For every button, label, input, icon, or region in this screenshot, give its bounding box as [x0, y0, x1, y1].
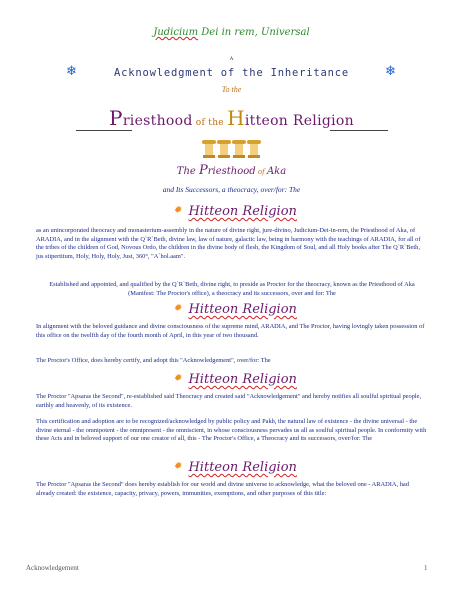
- hitteon-heading-text: Hitteon Religion: [188, 372, 297, 387]
- hitteon-heading: [0, 460, 463, 475]
- paragraph: The Proctor "Apsaras the Second", re-established said Theocracy and created said "Acknowledgement" and hereby notifies all soulful spiritual people, earthly and heavenly, of its existence.: [36, 393, 422, 409]
- sun-icon: ✹: [173, 205, 182, 216]
- religion-word: Religion: [288, 113, 354, 129]
- acknowledgment-title: Acknowledgment of the Inheritance: [113, 67, 349, 79]
- to-the-label: To the: [221, 85, 242, 94]
- paragraph: as an unincorporated theocracy and monasterium-assembly in the nature of divine right, jure-divino, Judicium-Dei-in-rem, the Priesthood of Aka, of ARADIA, and in the alignment with the Q`R`Beth, divine law, law of nature, galactic law, being in harmony with the teachings of ARADIA, for all of the tribes of the children of God, Novous Ordo, the children in the divine body of flesh, the Kingdom of Soul, and all Holy books after The Q`R`Beth, jus stipertitum, Holy, Holy, Holy, Just, 360°, "A`hol.aam".: [36, 227, 421, 260]
- aka-the: The: [176, 166, 199, 177]
- left-rule: [76, 130, 132, 131]
- right-rule: [330, 130, 388, 131]
- sun-icon: ✹: [173, 303, 182, 314]
- hitteon-word: itteon: [244, 113, 289, 129]
- aka-word: riesthood: [207, 166, 256, 177]
- hitteon-heading-text: Hitteon Religion: [188, 302, 297, 317]
- column-icon: [203, 140, 215, 158]
- aka-name: Aka: [266, 166, 287, 177]
- paragraph: The Proctor "Apsaras the Second" does hereby establish for our world and divine universe to acknowledge, what the beloved one - ARADIA, had already created: the existence, capacity, privacy, powers, immunities, exemptions, and other purposes of this title:: [36, 481, 409, 497]
- successors-line: and Its Successors, a theocracy, over/for: The: [162, 185, 301, 194]
- motto-rest: Dei in rem, Universal: [198, 27, 310, 38]
- paragraph: The Proctor's Office, does hereby certify, and adopt this "Acknowledgement", over/for: The: [36, 357, 271, 364]
- column-icon: [233, 140, 245, 158]
- paragraph: Established and appointed, and qualified by the Q`R`Beth, divine right, to preside as Proctor for the theocracy, known as the Priesthood of Aka (Manifest: The Proctor's office), a theocracy and its successors, over and for: The: [49, 281, 415, 297]
- priesthood-of-aka: [0, 163, 463, 178]
- sun-icon: ✹: [173, 373, 182, 384]
- priesthood-word: riesthood: [122, 113, 193, 129]
- of-the: of the: [192, 118, 228, 128]
- hitteon-heading-text: Hitteon Religion: [188, 460, 297, 475]
- hitteon-heading: [0, 302, 463, 317]
- motto: [0, 27, 463, 38]
- column-icon: [218, 140, 230, 158]
- paragraph: In alignment with the beloved guidance and divine consciousness of the supreme mind, ARADIA, and The Proctor, having lovingly taken possession of this office on the twelfth day of the fourth month of April, in this year of two thousand.: [36, 323, 425, 339]
- sun-icon: ✹: [173, 461, 182, 472]
- footer-label: Acknowledgement: [26, 564, 79, 572]
- hitteon-initial: H: [227, 106, 245, 130]
- priesthood-title: [0, 106, 463, 130]
- hitteon-heading: [0, 372, 463, 387]
- snowflake-icon: ❄: [66, 63, 77, 78]
- paragraph: This certification and adoption are to be recognized/acknowledged by public policy and Pakh, the natural law of existence - the divine universal - the divine eternal - the omnipotent - the omnipresent - the omniscient, in whose consciousness pervades us all as soulful spiritual people. In conformity with these Acts and in beloved support of our one creator of all, this - The Proctor's Office, a Theocracy and its successors, over/for: The: [36, 418, 427, 443]
- hitteon-heading: [0, 204, 463, 219]
- small-a: A: [229, 57, 234, 62]
- aka-of: of: [255, 168, 267, 176]
- motto-judicium: Judicium: [153, 27, 199, 38]
- column-icon: [248, 140, 260, 158]
- snowflake-icon: ❄: [385, 63, 396, 78]
- page-number: 1: [424, 564, 428, 572]
- aka-initial: P: [199, 163, 208, 178]
- hitteon-heading-text: Hitteon Religion: [188, 204, 297, 219]
- priesthood-initial: P: [109, 106, 123, 130]
- columns-ornament: [201, 140, 261, 158]
